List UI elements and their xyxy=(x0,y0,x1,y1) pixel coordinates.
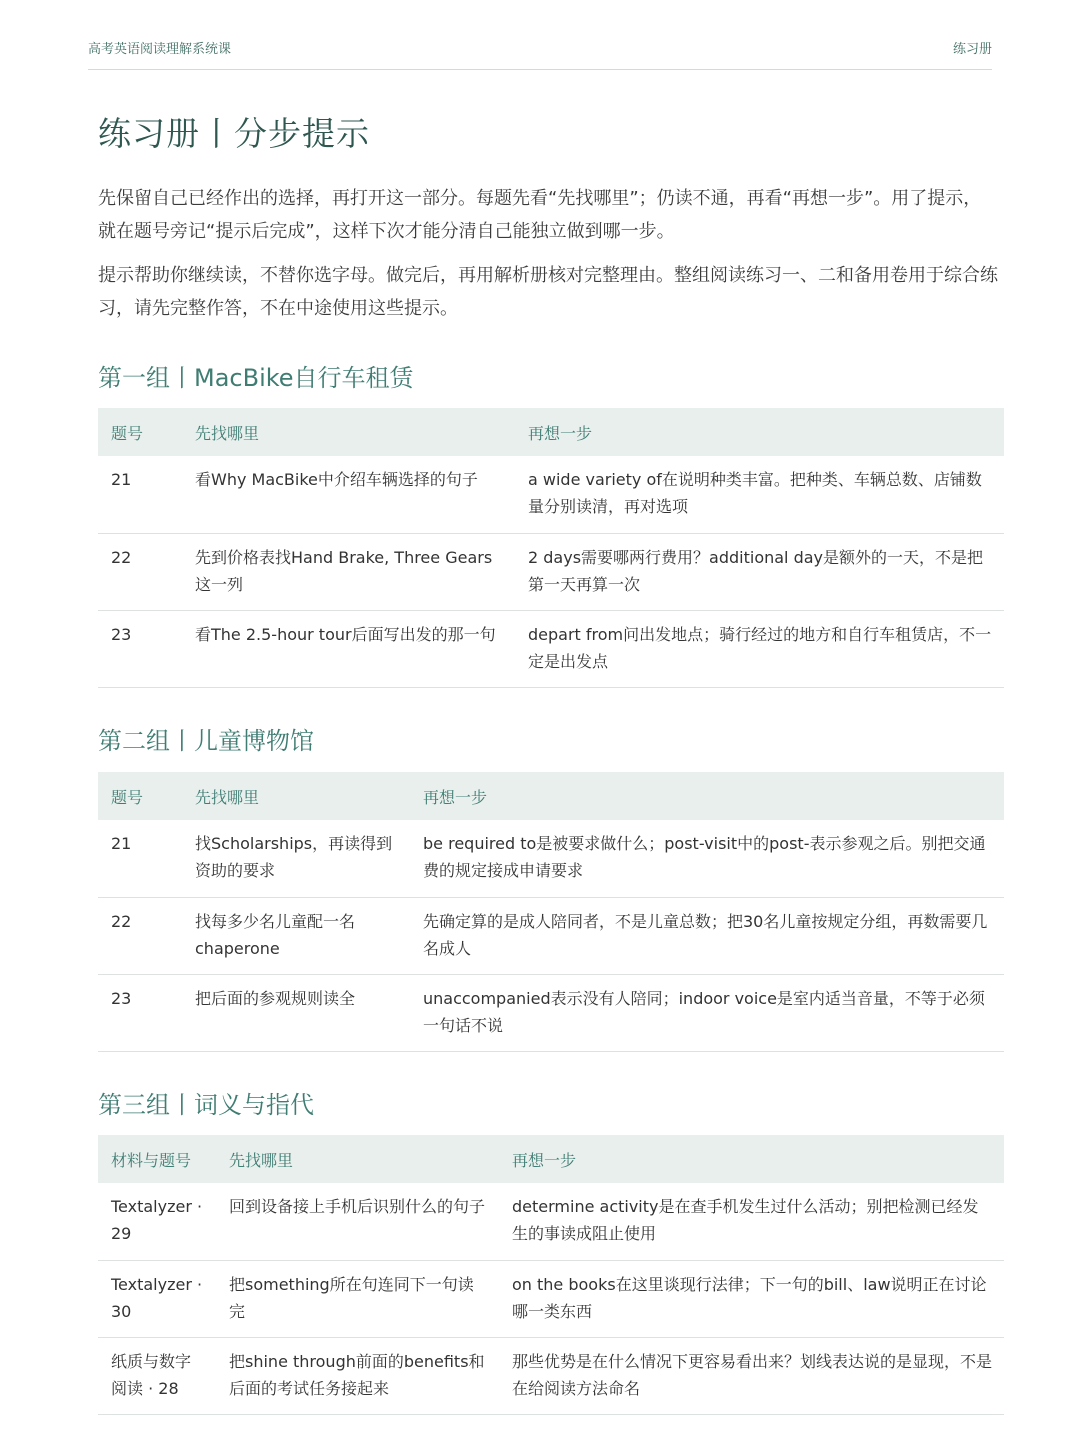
question-number: 21 xyxy=(98,820,182,897)
table-header-row xyxy=(98,1135,1004,1183)
table-row xyxy=(98,1183,1004,1260)
column-header-where: 先找哪里 xyxy=(182,408,515,456)
column-header-next-step: 再想一步 xyxy=(410,772,1004,820)
material-and-number: Textalyzer · 29 xyxy=(98,1183,216,1260)
column-header-number: 题号 xyxy=(98,408,182,456)
where-to-look: 找每多少名儿童配一名chaperone xyxy=(182,897,410,974)
where-to-look: 回到设备接上手机后识别什么的句子 xyxy=(216,1183,499,1260)
table-row xyxy=(98,610,1004,687)
next-step-hint: on the books在这里谈现行法律；下一句的bill、law说明正在讨论哪一类东西 xyxy=(499,1260,1004,1337)
question-number: 22 xyxy=(98,533,182,610)
where-to-look: 先到价格表找Hand Brake, Three Gears这一列 xyxy=(182,533,515,610)
intro-paragraph-1: 先保留自己已经作出的选择，再打开这一部分。每题先看“先找哪里”；仍读不通，再看“再想一步”。用了提示，就在题号旁记“提示后完成”，这样下次才能分清自己能独立做到哪一步。 xyxy=(98,188,982,242)
next-step-hint: determine activity是在查手机发生过什么活动；别把检测已经发生的事读成阻止使用 xyxy=(499,1183,1004,1260)
hint-table-1 xyxy=(98,408,1004,688)
table-row xyxy=(98,974,1004,1051)
page-header xyxy=(88,0,992,70)
material-and-number: 纸质与数字阅读 · 28 xyxy=(98,1337,216,1414)
column-header-next-step: 再想一步 xyxy=(515,408,1004,456)
material-and-number: Textalyzer · 30 xyxy=(98,1260,216,1337)
table-row xyxy=(98,1337,1004,1414)
question-number: 21 xyxy=(98,456,182,533)
where-to-look: 找Scholarships，再读得到资助的要求 xyxy=(182,820,410,897)
hint-table-3 xyxy=(98,1135,1004,1415)
column-header-material: 材料与题号 xyxy=(98,1135,216,1183)
table-row xyxy=(98,897,1004,974)
question-number: 22 xyxy=(98,897,182,974)
next-step-hint: a wide variety of在说明种类丰富。把种类、车辆总数、店铺数量分别读清，再对选项 xyxy=(515,456,1004,533)
book-name: 练习册 xyxy=(952,42,992,57)
next-step-hint: be required to是被要求做什么；post-visit中的post-表示参观之后。别把交通费的规定接成申请要求 xyxy=(410,820,1004,897)
table-row xyxy=(98,533,1004,610)
column-header-where: 先找哪里 xyxy=(182,772,410,820)
section-title-1: 第一组丨MacBike自行车租赁 xyxy=(98,364,414,392)
question-number: 23 xyxy=(98,610,182,687)
section-title-3: 第三组丨词义与指代 xyxy=(98,1091,314,1119)
hint-table-2 xyxy=(98,772,1004,1052)
section-title-2: 第二组丨儿童博物馆 xyxy=(98,727,314,755)
table-header-row xyxy=(98,772,1004,820)
where-to-look: 把shine through前面的benefits和后面的考试任务接起来 xyxy=(216,1337,499,1414)
course-name: 高考英语阅读理解系统课 xyxy=(88,42,232,57)
where-to-look: 看Why MacBike中介绍车辆选择的句子 xyxy=(182,456,515,533)
where-to-look: 看The 2.5-hour tour后面写出发的那一句 xyxy=(182,610,515,687)
table-row xyxy=(98,1260,1004,1337)
intro-paragraph-2: 提示帮助你继续读，不替你选字母。做完后，再用解析册核对完整理由。整组阅读练习一、二和备用卷用于综合练习，请先完整作答，不在中途使用这些提示。 xyxy=(98,265,998,319)
next-step-hint: depart from问出发地点；骑行经过的地方和自行车租赁店，不一定是出发点 xyxy=(515,610,1004,687)
where-to-look: 把后面的参观规则读全 xyxy=(182,974,410,1051)
next-step-hint: 先确定算的是成人陪同者，不是儿童总数；把30名儿童按规定分组，再数需要几名成人 xyxy=(410,897,1004,974)
column-header-number: 题号 xyxy=(98,772,182,820)
column-header-next-step: 再想一步 xyxy=(499,1135,1004,1183)
question-number: 23 xyxy=(98,974,182,1051)
next-step-hint: 2 days需要哪两行费用？additional day是额外的一天，不是把第一天再算一次 xyxy=(515,533,1004,610)
page-title: 练习册丨分步提示 xyxy=(98,114,370,153)
table-row xyxy=(98,820,1004,897)
where-to-look: 把something所在句连同下一句读完 xyxy=(216,1260,499,1337)
table-header-row xyxy=(98,408,1004,456)
next-step-hint: unaccompanied表示没有人陪同；indoor voice是室内适当音量，不等于必须一句话不说 xyxy=(410,974,1004,1051)
table-row xyxy=(98,456,1004,533)
column-header-where: 先找哪里 xyxy=(216,1135,499,1183)
next-step-hint: 那些优势是在什么情况下更容易看出来？划线表达说的是显现，不是在给阅读方法命名 xyxy=(499,1337,1004,1414)
